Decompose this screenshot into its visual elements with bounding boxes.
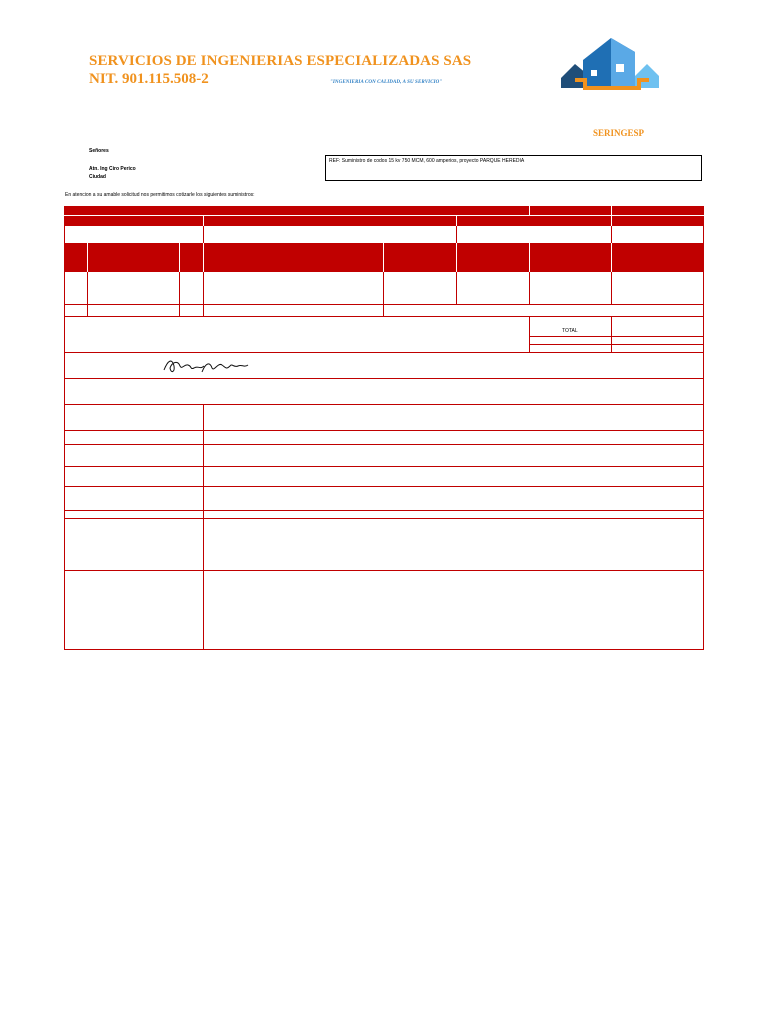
signature-icon — [162, 356, 252, 376]
intro-text: En atencion a su amable solicitud nos permitimos cotizarle los siguientes suministros: — [65, 192, 255, 198]
table-column-header — [64, 243, 704, 272]
reference-box — [325, 155, 702, 181]
total-label: TOTAL — [562, 328, 578, 334]
reference-text: REF: Suministro de codos 15 kv 750 MCM, 600 amperios, proyecto PARQUE HEREDIA — [329, 158, 525, 164]
signature-row — [64, 352, 704, 379]
table-header-band — [64, 206, 704, 226]
addressee-senores: Señores — [89, 148, 109, 154]
company-brand: SERINGESP — [593, 128, 645, 138]
addressee-attention: Atn. Ing Ciro Perico — [89, 166, 136, 172]
table-info-row — [64, 226, 704, 244]
totals-block — [64, 316, 704, 353]
company-logo-icon — [561, 36, 663, 94]
addressee-city: Ciudad — [89, 174, 106, 180]
table-row — [64, 272, 704, 317]
blank-row — [64, 378, 704, 405]
company-name: SERVICIOS DE INGENIERIAS ESPECIALIZADAS SAS — [89, 53, 472, 69]
terms-block — [64, 404, 704, 650]
company-slogan: "INGENIERIA CON CALIDAD, A SU SERVICIO" — [330, 80, 443, 85]
company-nit: NIT. 901.115.508-2 — [89, 71, 209, 87]
